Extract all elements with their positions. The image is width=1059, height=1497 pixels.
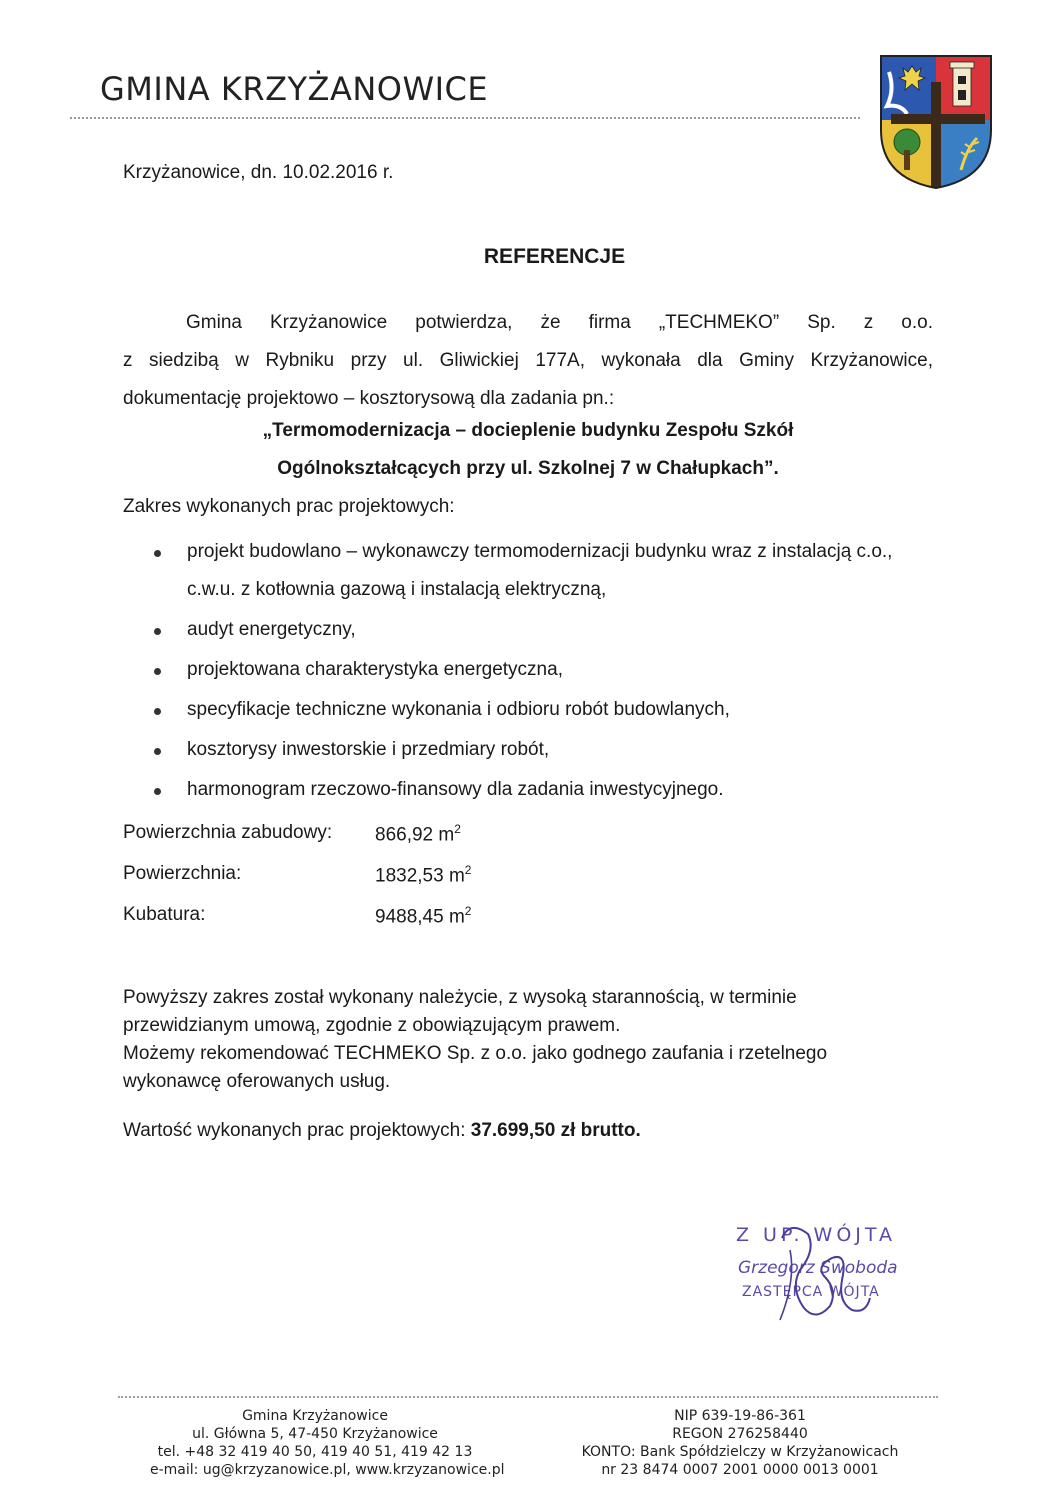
parameter-value [375, 822, 461, 846]
closing-line: Możemy rekomendować TECHMEKO Sp. z o.o. jako godnego zaufania i rzetelnego [123, 1043, 828, 1064]
scope-list [150, 533, 910, 811]
closing-paragraph [123, 984, 933, 1096]
stamp-line-3: ZASTĘPCA WÓJTA [742, 1284, 880, 1300]
footer-line: tel. +48 32 419 40 50, 419 40 51, 419 42 13 [157, 1444, 473, 1460]
official-stamp [720, 1210, 960, 1330]
footer-line: NIP 639-19-86-361 [674, 1408, 806, 1424]
parameter-value [375, 863, 471, 887]
task-name-line-2: Ogólnokształcących przy ul. Szkolnej 7 w Chałupkach”. [277, 458, 779, 479]
footer-line: nr 23 8474 0007 2001 0000 0013 0001 [601, 1462, 879, 1478]
intro-line-1: Gmina Krzyżanowice potwierdza, że firma „TECHMEKO” Sp. z o.o. [186, 312, 933, 333]
intro-line-2: z siedzibą w Rybniku przy ul. Gliwickiej 177A, wykonała dla Gminy Krzyżanowice, [123, 350, 933, 371]
scope-item: projektowana charakterystyka energetyczna, [150, 651, 910, 689]
footer-line: REGON 276258440 [672, 1426, 808, 1442]
parameter-number: 9488,45 m [375, 906, 465, 928]
closing-line: Powyższy zakres został wykonany należycie, z wysoką starannością, w terminie [123, 987, 797, 1008]
unit-exponent: 2 [464, 863, 472, 877]
footer-divider [118, 1396, 938, 1398]
footer-contact [150, 1407, 505, 1479]
project-value [123, 1120, 641, 1142]
parameter-label: Powierzchnia zabudowy: [123, 822, 333, 843]
scope-heading: Zakres wykonanych prac projektowych: [123, 496, 455, 517]
scope-item: harmonogram rzeczowo-finansowy dla zadania inwestycyjnego. [150, 771, 910, 809]
closing-line: przewidzianym umową, zgodnie z obowiązującym prawem. [123, 1015, 621, 1036]
coat-of-arms-icon [877, 52, 995, 192]
unit-exponent: 2 [454, 822, 461, 836]
header-divider [70, 117, 860, 119]
closing-line: wykonawcę oferowanych usług. [123, 1071, 391, 1092]
scope-item: kosztorysy inwestorskie i przedmiary robót, [150, 731, 910, 769]
footer-line: Gmina Krzyżanowice [242, 1408, 388, 1424]
scope-item: specyfikacje techniczne wykonania i odbioru robót budowlanych, [150, 691, 910, 729]
scope-item: audyt energetyczny, [150, 611, 910, 649]
parameter-number: 866,92 m [375, 824, 455, 846]
footer-line: KONTO: Bank Spółdzielczy w Krzyżanowicach [581, 1444, 899, 1460]
parameter-number: 1832,53 m [375, 865, 465, 887]
document-title-text: REFERENCJE [483, 245, 626, 268]
document-date: Krzyżanowice, dn. 10.02.2016 r. [123, 162, 394, 183]
parameter-label: Powierzchnia: [123, 863, 242, 884]
parameter-label: Kubatura: [123, 904, 206, 925]
footer-line: e-mail: ug@krzyzanowice.pl, www.krzyzanowice.pl [150, 1462, 505, 1478]
unit-exponent: 2 [464, 904, 472, 918]
parameter-value [375, 904, 471, 928]
footer-line: ul. Główna 5, 47-450 Krzyżanowice [192, 1426, 438, 1442]
footer-bank-details [560, 1407, 920, 1479]
scope-item: projekt budowlano – wykonawczy termomodernizacji budynku wraz z instalacją c.o., c.w.u. z kotłownia gazową i instalacją elektryczną, [150, 533, 910, 609]
signature-icon [720, 1210, 960, 1340]
stamp-line-2: Grzegorz Swoboda [738, 1258, 898, 1278]
task-name-line-1: „Termomodernizacja – docieplenie budynku Zespołu Szkół [262, 420, 794, 441]
stamp-line-1: Z UP. WÓJTA [736, 1224, 897, 1246]
document-title [0, 245, 1059, 269]
value-amount: 37.699,50 zł brutto. [470, 1120, 641, 1141]
intro-line-3: dokumentację projektowo – kosztorysową dla zadania pn.: [123, 388, 615, 409]
municipality-title: GMINA KRZYŻANOWICE [100, 70, 489, 108]
value-label: Wartość wykonanych prac projektowych: [123, 1120, 471, 1141]
